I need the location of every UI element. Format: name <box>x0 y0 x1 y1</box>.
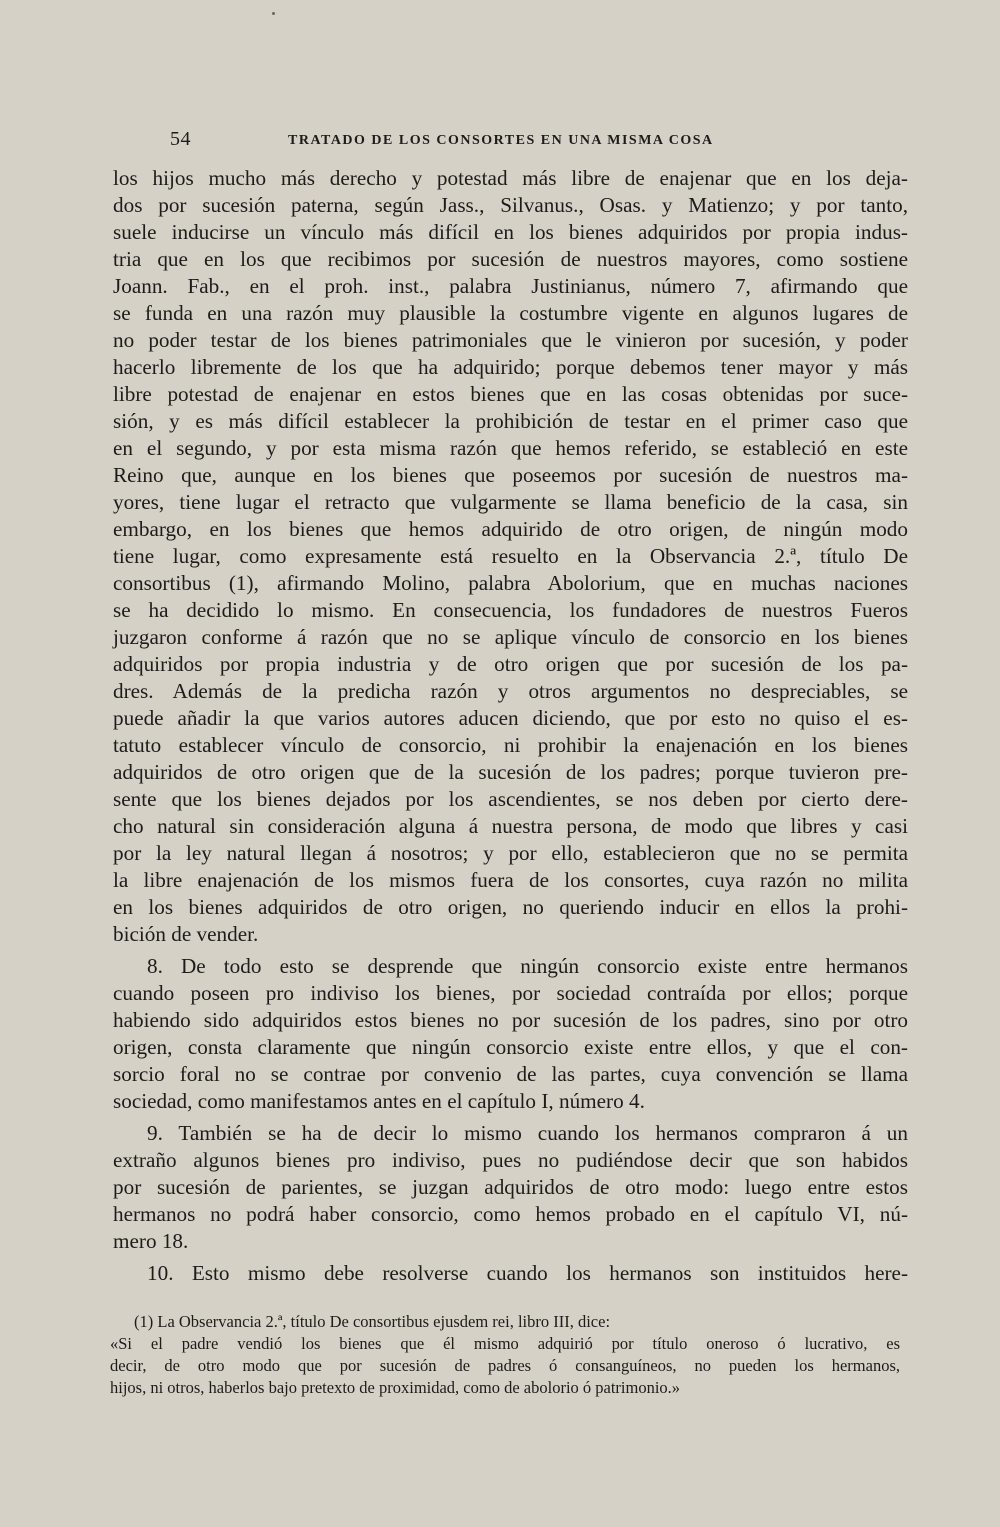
text-line: juzgaron conforme á razón que no se aplique vínculo de consorcio en los bienes <box>113 625 908 649</box>
footnote-line: hijos, ni otros, haberlos bajo pretexto de proximidad, como de abolorio ó patrimonio.» <box>110 1378 681 1397</box>
text-line: sociedad, como manifestamos antes en el capítulo I, número 4. <box>113 1089 645 1113</box>
text-line: dos por sucesión paterna, según Jass., Silvanus., Osas. y Matienzo; y por tanto, <box>113 193 908 217</box>
text-line: consortibus (1), afirmando Molino, palabra Abolorium, que en muchas naciones <box>113 571 908 595</box>
paragraph-10 <box>113 1260 908 1287</box>
footnotes <box>110 1311 900 1399</box>
running-head <box>170 128 900 158</box>
text-line: por la ley natural llegan á nosotros; y por ello, establecieron que no se permita <box>113 841 908 865</box>
text-line: tiene lugar, como expresamente está resuelto en la Observancia 2.ª, título De <box>113 544 908 568</box>
text-line: adquiridos por propia industria y de otro origen que por sucesión de los pa- <box>113 652 908 676</box>
paragraph-9 <box>113 1120 908 1255</box>
text-line: embargo, en los bienes que hemos adquirido de otro origen, de ningún modo <box>113 517 908 541</box>
text-line: 9. También se ha de decir lo mismo cuando los hermanos compraron á un <box>147 1121 908 1145</box>
text-line: adquiridos de otro origen que de la sucesión de los padres; porque tuvieron pre- <box>113 760 908 784</box>
paragraph-8 <box>113 953 908 1115</box>
text-line: se ha decidido lo mismo. En consecuencia, los fundadores de nuestros Fueros <box>113 598 908 622</box>
text-line: origen, consta claramente que ningún consorcio existe entre ellos, y que el con- <box>113 1035 908 1059</box>
text-line: los hijos mucho más derecho y potestad más libre de enajenar que en los deja- <box>113 166 908 190</box>
text-line: por sucesión de parientes, se juzgan adquiridos de otro modo: luego entre estos <box>113 1175 908 1199</box>
text-line: sente que los bienes dejados por los ascendientes, se nos deben por cierto dere- <box>113 787 908 811</box>
text-line: tria que en los que recibimos por sucesión de nuestros mayores, como sostiene <box>113 247 908 271</box>
text-line: extraño algunos bienes pro indiviso, pues no pudiéndose decir que son habidos <box>113 1148 908 1172</box>
text-line: yores, tiene lugar el retracto que vulgarmente se llama beneficio de la casa, sin <box>113 490 908 514</box>
text-line: en los bienes adquiridos de otro origen, no queriendo inducir en ellos la prohi- <box>113 895 908 919</box>
text-line: bición de vender. <box>113 922 259 946</box>
page-number: 54 <box>170 128 191 150</box>
main-text <box>113 165 908 1287</box>
ink-speck <box>272 12 275 15</box>
text-line: sorcio foral no se contrae por convenio de las partes, cuya convención se llama <box>113 1062 908 1086</box>
text-line: libre potestad de enajenar en estos bienes que en las cosas obtenidas por suce- <box>113 382 908 406</box>
text-line: cuando poseen pro indiviso los bienes, por sociedad contraída por ellos; porque <box>113 981 908 1005</box>
text-line: la libre enajenación de los mismos fuera de los consortes, cuya razón no milita <box>113 868 908 892</box>
running-title: TRATADO DE LOS CONSORTES EN UNA MISMA COSA <box>288 133 714 148</box>
footnote-line: (1) La Observancia 2.ª, título De consortibus ejusdem rei, libro III, dice: <box>134 1312 611 1331</box>
footnote-line: «Si el padre vendió los bienes que él mismo adquirió por título oneroso ó lucrativo, es <box>110 1334 900 1353</box>
text-line: Reino que, aunque en los bienes que poseemos por sucesión de nuestros ma- <box>113 463 908 487</box>
text-line: puede añadir la que varios autores aducen diciendo, que por esto no quiso el es- <box>113 706 908 730</box>
text-line: se funda en una razón muy plausible la costumbre vigente en algunos lugares de <box>113 301 908 325</box>
text-line: hermanos no podrá haber consorcio, como hemos probado en el capítulo VI, nú- <box>113 1202 908 1226</box>
text-line: sión, y es más difícil establecer la prohibición de testar en el primer caso que <box>113 409 908 433</box>
footnote-line: decir, de otro modo que por sucesión de padres ó consanguíneos, no pueden los hermanos, <box>110 1356 900 1375</box>
text-line: Joann. Fab., en el proh. inst., palabra Justinianus, número 7, afirmando que <box>113 274 908 298</box>
paragraph-continued <box>113 165 908 948</box>
text-line: tatuto establecer vínculo de consorcio, ni prohibir la enajenación en los bienes <box>113 733 908 757</box>
text-line: no poder testar de los bienes patrimoniales que le vinieron por sucesión, y poder <box>113 328 908 352</box>
text-line: mero 18. <box>113 1229 189 1253</box>
text-line: en el segundo, y por esta misma razón que hemos referido, se estableció en este <box>113 436 908 460</box>
text-line: dres. Además de la predicha razón y otros argumentos no despreciables, se <box>113 679 908 703</box>
text-line: suele inducirse un vínculo más difícil en los bienes adquiridos por propia indus- <box>113 220 908 244</box>
text-line: 8. De todo esto se desprende que ningún consorcio existe entre hermanos <box>147 954 908 978</box>
text-line: cho natural sin consideración alguna á nuestra persona, de modo que libres y casi <box>113 814 908 838</box>
text-line: hacerlo libremente de los que ha adquirido; porque debemos tener mayor y más <box>113 355 908 379</box>
text-line: 10. Esto mismo debe resolverse cuando los hermanos son instituidos here- <box>147 1261 908 1285</box>
text-line: habiendo sido adquiridos estos bienes no por sucesión de los padres, sino por otro <box>113 1008 908 1032</box>
